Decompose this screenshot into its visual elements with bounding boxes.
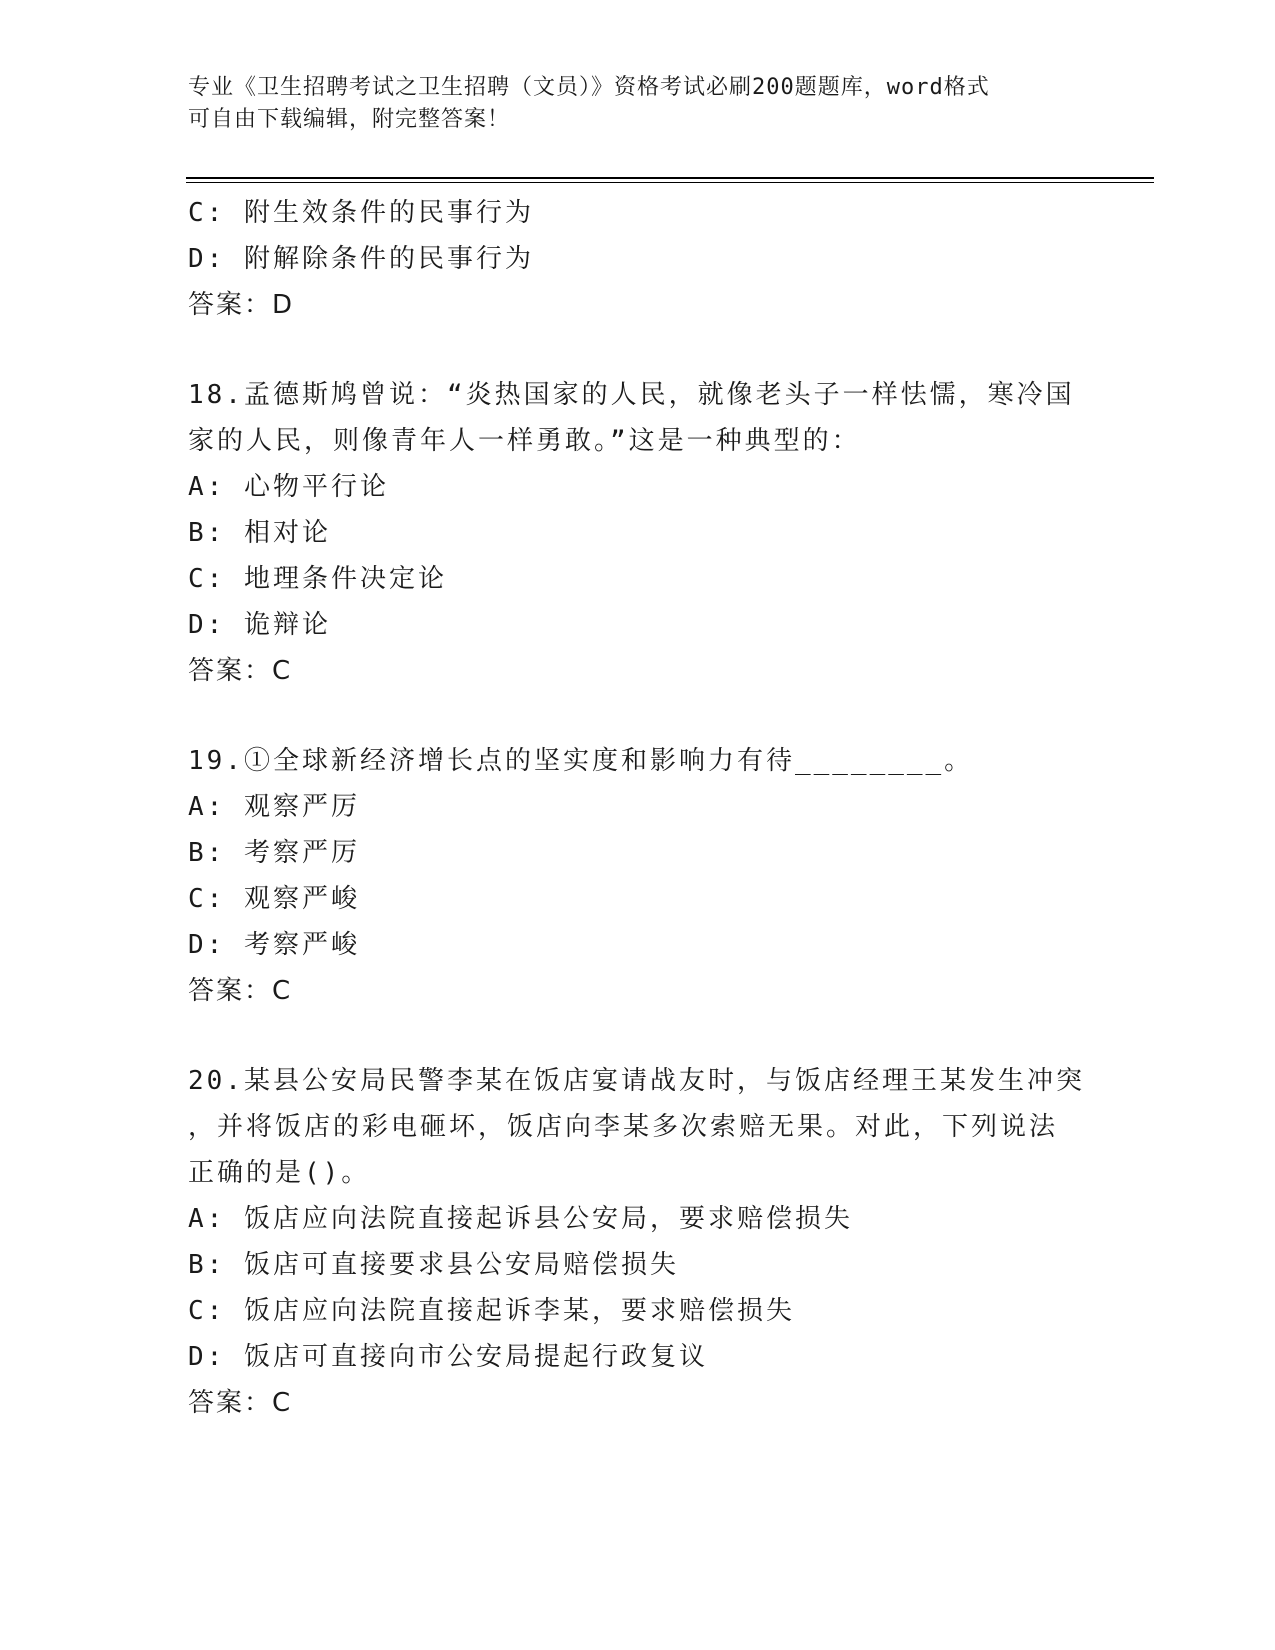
- question-17: [188, 190, 1088, 328]
- option-d: D: 附解除条件的民事行为: [188, 244, 534, 274]
- spacer: [188, 694, 1088, 738]
- spacer: [188, 1014, 1088, 1058]
- option-a: A: 心物平行论: [188, 472, 389, 502]
- option-c: C: 附生效条件的民事行为: [188, 198, 534, 228]
- question-19: [188, 738, 1088, 1014]
- document-header: [188, 72, 1088, 136]
- answer: 答案：C: [188, 656, 293, 686]
- header-title-line-1: 专业《卫生招聘考试之卫生招聘（文员）》资格考试必刷200题题库，word格式: [188, 75, 990, 100]
- question-18: [188, 372, 1088, 694]
- answer: 答案：C: [188, 976, 293, 1006]
- option-a: A: 饭店应向法院直接起诉县公安局，要求赔偿损失: [188, 1204, 853, 1234]
- question-stem-line-2: ，并将饭店的彩电砸坏，饭店向李某多次索赔无果。对此，下列说法: [188, 1112, 1059, 1142]
- option-b: B: 考察严厉: [188, 838, 360, 868]
- spacer: [188, 328, 1088, 372]
- answer: 答案：D: [188, 290, 295, 320]
- option-c: C: 饭店应向法院直接起诉李某，要求赔偿损失: [188, 1296, 795, 1326]
- question-stem-line-3: 正确的是()。: [188, 1158, 371, 1188]
- header-divider-thin: [186, 182, 1154, 183]
- header-divider-thick: [186, 177, 1154, 179]
- answer: 答案：C: [188, 1388, 293, 1418]
- question-list: [188, 190, 1088, 1426]
- option-d: D: 考察严峻: [188, 930, 360, 960]
- question-20: [188, 1058, 1088, 1426]
- option-d: D: 诡辩论: [188, 610, 331, 640]
- question-stem-line-1: 19.①全球新经济增长点的坚实度和影响力有待________。: [188, 746, 974, 776]
- question-stem-line-2: 家的人民，则像青年人一样勇敢。”这是一种典型的：: [188, 426, 861, 456]
- option-b: B: 相对论: [188, 518, 331, 548]
- option-c: C: 观察严峻: [188, 884, 360, 914]
- header-title-line-2: 可自由下载编辑，附完整答案！: [188, 107, 511, 132]
- question-stem-line-1: 20.某县公安局民警李某在饭店宴请战友时，与饭店经理王某发生冲突: [188, 1066, 1085, 1096]
- question-stem-line-1: 18.孟德斯鸠曾说：“炎热国家的人民，就像老头子一样怯懦，寒冷国: [188, 380, 1075, 410]
- option-a: A: 观察严厉: [188, 792, 360, 822]
- option-d: D: 饭店可直接向市公安局提起行政复议: [188, 1342, 708, 1372]
- option-c: C: 地理条件决定论: [188, 564, 447, 594]
- option-b: B: 饭店可直接要求县公安局赔偿损失: [188, 1250, 679, 1280]
